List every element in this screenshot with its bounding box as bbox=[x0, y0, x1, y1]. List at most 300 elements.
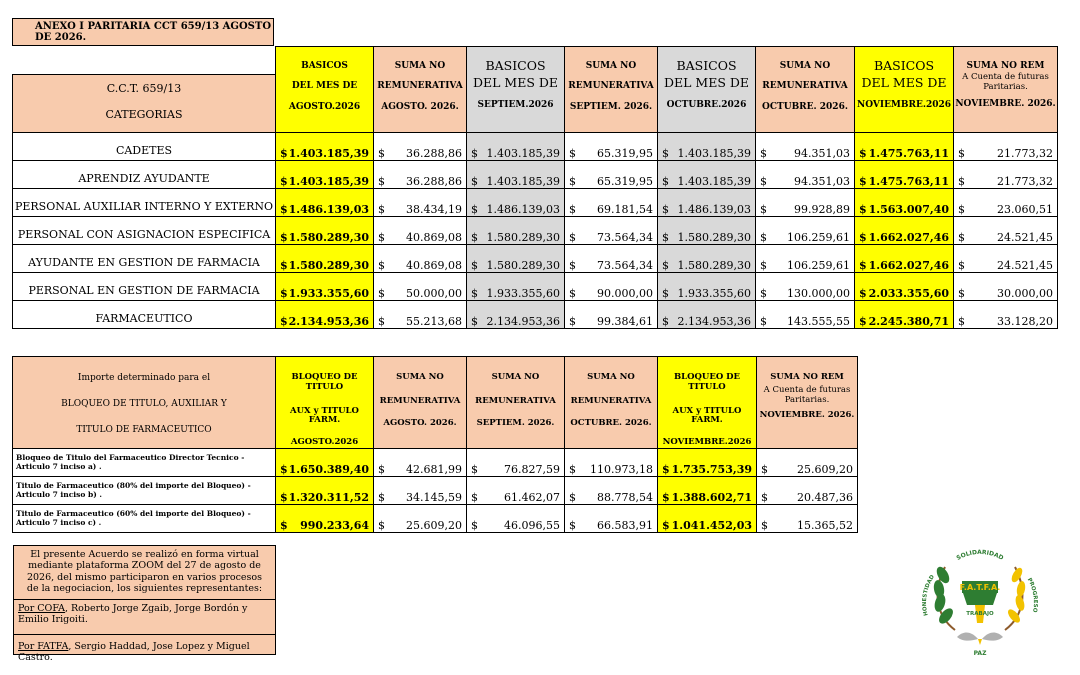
value-cell bbox=[374, 133, 467, 161]
column-header-line1: BLOQUEO DE TITULO bbox=[673, 372, 741, 392]
column-header-line3: AGOSTO. 2026. bbox=[383, 417, 457, 428]
amount: 1.563.007,40 bbox=[868, 203, 949, 216]
value-cell bbox=[374, 189, 467, 217]
column-header-line1: SUMA NO REM bbox=[770, 372, 844, 382]
amount: 94.351,03 bbox=[794, 147, 850, 160]
value-cell bbox=[467, 301, 565, 329]
value-cell bbox=[855, 161, 954, 189]
fatfa-names: , Sergio Haddad, Jose Lopez y Miguel Castro. bbox=[18, 640, 250, 663]
cct-label: C.C.T. 659/13 bbox=[106, 81, 182, 95]
currency-symbol: $ bbox=[378, 518, 385, 532]
value-cell bbox=[374, 161, 467, 189]
amount: 46.096,55 bbox=[504, 518, 560, 532]
table-row bbox=[13, 217, 1058, 245]
amount: 106.259,61 bbox=[787, 231, 850, 244]
value-cell bbox=[954, 133, 1058, 161]
currency-symbol: $ bbox=[471, 147, 478, 160]
amount: 99.928,89 bbox=[794, 203, 850, 216]
value-cell bbox=[658, 245, 756, 273]
value-cell bbox=[467, 448, 565, 476]
currency-symbol: $ bbox=[471, 175, 478, 188]
column-header-line3: OCTUBRE. 2026. bbox=[762, 101, 848, 112]
column-header-line1: SUMA NO bbox=[585, 61, 637, 71]
value-cell bbox=[276, 476, 374, 504]
value-cell bbox=[467, 504, 565, 532]
column-header-7 bbox=[954, 47, 1058, 133]
column-header-5 bbox=[756, 47, 855, 133]
column-header-line2: REMUNERATIVA bbox=[475, 395, 556, 406]
amount: 50.000,00 bbox=[406, 287, 462, 300]
value-cell bbox=[467, 245, 565, 273]
currency-symbol: $ bbox=[280, 287, 288, 300]
amount: 20.487,36 bbox=[797, 490, 853, 504]
table-row bbox=[13, 301, 1058, 329]
amount: 106.259,61 bbox=[787, 259, 850, 272]
currency-symbol: $ bbox=[958, 231, 965, 244]
currency-symbol: $ bbox=[378, 175, 385, 188]
currency-symbol: $ bbox=[280, 259, 288, 272]
currency-symbol: $ bbox=[662, 231, 669, 244]
currency-symbol: $ bbox=[569, 490, 576, 504]
logo-left-text: HONESTIDAD bbox=[921, 574, 936, 617]
logo-center-text: F.A.T.F.A. bbox=[959, 583, 1001, 592]
amount: 1.388.602,71 bbox=[671, 490, 752, 504]
column-header-line1: BASICOS bbox=[676, 58, 737, 73]
value-cell bbox=[954, 217, 1058, 245]
currency-symbol: $ bbox=[760, 147, 767, 160]
currency-symbol: $ bbox=[471, 203, 478, 216]
category-cell: FARMACEUTICO bbox=[13, 301, 276, 329]
value-cell bbox=[467, 476, 565, 504]
amount: 66.583,91 bbox=[597, 518, 653, 532]
column-header-line2: REMUNERATIVA bbox=[377, 81, 463, 92]
currency-symbol: $ bbox=[662, 203, 669, 216]
column-header-line3: OCTUBRE. 2026. bbox=[570, 417, 652, 428]
column-header-line3: SEPTIEM. 2026. bbox=[569, 101, 653, 112]
column-header-line1: BASICOS bbox=[873, 58, 935, 73]
value-cell bbox=[756, 273, 855, 301]
amount: 24.521,45 bbox=[997, 231, 1053, 244]
currency-symbol: $ bbox=[280, 203, 288, 216]
table-row bbox=[13, 245, 1058, 273]
currency-symbol: $ bbox=[760, 287, 767, 300]
currency-symbol: $ bbox=[280, 231, 288, 244]
amount: 130.000,00 bbox=[787, 287, 850, 300]
currency-symbol: $ bbox=[378, 287, 385, 300]
currency-symbol: $ bbox=[378, 490, 385, 504]
amount: 36.288,86 bbox=[406, 175, 462, 188]
currency-symbol: $ bbox=[471, 315, 478, 328]
amount: 1.475.763,11 bbox=[868, 147, 949, 160]
block-column-header-4 bbox=[658, 357, 757, 449]
fatfa-representatives bbox=[14, 635, 275, 669]
amount: 1.580.289,30 bbox=[486, 231, 560, 244]
currency-symbol: $ bbox=[760, 259, 767, 272]
amount: 1.403.185,39 bbox=[288, 175, 369, 188]
value-cell bbox=[565, 504, 658, 532]
document-title bbox=[12, 18, 274, 46]
currency-symbol: $ bbox=[471, 231, 478, 244]
row-description: Bloqueo de Titulo del Farmaceutico Director Tecnico - Articulo 7 inciso a) . bbox=[13, 448, 276, 476]
currency-symbol: $ bbox=[662, 315, 669, 328]
column-header-line3: AGOSTO.2026 bbox=[290, 437, 359, 448]
value-cell bbox=[855, 301, 954, 329]
column-header-line1: SUMA NO bbox=[396, 372, 444, 382]
table-row bbox=[13, 133, 1058, 161]
amount: 55.213,68 bbox=[406, 315, 462, 328]
value-cell bbox=[756, 161, 855, 189]
amount: 40.869,08 bbox=[406, 259, 462, 272]
value-cell bbox=[565, 189, 658, 217]
currency-symbol: $ bbox=[280, 175, 288, 188]
cofa-names: , Roberto Jorge Zgaib, Jorge Bordón y Emilio Irigoiti. bbox=[18, 602, 248, 626]
currency-symbol: $ bbox=[662, 259, 669, 272]
value-cell bbox=[756, 245, 855, 273]
value-cell bbox=[565, 133, 658, 161]
currency-symbol: $ bbox=[378, 203, 385, 216]
value-cell bbox=[374, 245, 467, 273]
amount: 2.033.355,60 bbox=[868, 287, 949, 300]
cofa-label: Por COFA bbox=[18, 602, 65, 614]
amount: 40.869,08 bbox=[406, 231, 462, 244]
category-cell: APRENDIZ AYUDANTE bbox=[13, 161, 276, 189]
amount: 94.351,03 bbox=[794, 175, 850, 188]
logo-right-text: PROGRESO bbox=[1025, 577, 1038, 613]
column-header-line3: SEPTIEM. 2026. bbox=[476, 417, 555, 428]
value-cell bbox=[658, 448, 757, 476]
value-cell bbox=[276, 217, 374, 245]
amount: 1.662.027,46 bbox=[868, 259, 949, 272]
currency-symbol: $ bbox=[280, 462, 288, 476]
amount: 1.580.289,30 bbox=[288, 231, 369, 244]
value-cell bbox=[757, 448, 858, 476]
amount: 1.403.185,39 bbox=[288, 147, 369, 160]
value-cell bbox=[276, 273, 374, 301]
value-cell bbox=[374, 504, 467, 532]
row-description: Titulo de Farmaceutico (80% del importe del Bloqueo) - Articulo 7 inciso b) . bbox=[13, 476, 276, 504]
value-cell bbox=[374, 301, 467, 329]
value-cell bbox=[276, 133, 374, 161]
value-cell bbox=[855, 245, 954, 273]
amount: 2.134.953,36 bbox=[677, 315, 751, 328]
currency-symbol: $ bbox=[958, 287, 965, 300]
amount: 73.564,34 bbox=[597, 231, 653, 244]
column-header-1 bbox=[374, 47, 467, 133]
column-header-6 bbox=[855, 47, 954, 133]
logo-bottom-text: TRABAJO bbox=[966, 611, 994, 617]
value-cell bbox=[756, 301, 855, 329]
block-header-cell bbox=[13, 357, 276, 449]
column-header-line2: DEL MES DE bbox=[663, 75, 750, 91]
value-cell bbox=[374, 273, 467, 301]
currency-symbol: $ bbox=[760, 315, 767, 328]
agreement-note bbox=[13, 545, 276, 663]
value-cell bbox=[565, 161, 658, 189]
amount: 1.486.139,03 bbox=[677, 203, 751, 216]
amount: 1.403.185,39 bbox=[486, 175, 560, 188]
column-header-line3: NOVIEMBRE.2026 bbox=[662, 437, 752, 448]
value-cell bbox=[276, 189, 374, 217]
column-header-line3: AGOSTO.2026 bbox=[288, 101, 361, 112]
column-header-line2: AUX y TITULO FARM. bbox=[672, 405, 742, 426]
currency-symbol: $ bbox=[662, 147, 669, 160]
amount: 1.580.289,30 bbox=[677, 231, 751, 244]
amount: 30.000,00 bbox=[997, 287, 1053, 300]
value-cell bbox=[658, 133, 756, 161]
amount: 33.128,20 bbox=[997, 315, 1053, 328]
value-cell bbox=[374, 476, 467, 504]
currency-symbol: $ bbox=[760, 231, 767, 244]
currency-symbol: $ bbox=[859, 203, 867, 216]
amount: 143.555,55 bbox=[787, 315, 850, 328]
column-header-line3: NOVIEMBRE. 2026. bbox=[955, 98, 1056, 109]
column-header-0 bbox=[276, 47, 374, 133]
amount: 1.735.753,39 bbox=[671, 462, 752, 476]
fatfa-logo bbox=[915, 545, 1045, 660]
salary-table bbox=[12, 46, 1058, 329]
amount: 1.580.289,30 bbox=[677, 259, 751, 272]
column-header-line1: SUMA NO bbox=[779, 61, 831, 71]
fatfa-label: Por FATFA bbox=[18, 640, 69, 652]
currency-symbol: $ bbox=[280, 490, 288, 504]
amount: 25.609,20 bbox=[797, 462, 853, 476]
value-cell bbox=[954, 301, 1058, 329]
currency-symbol: $ bbox=[280, 315, 288, 328]
currency-symbol: $ bbox=[569, 287, 576, 300]
amount: 1.403.185,39 bbox=[677, 147, 751, 160]
amount: 15.365,52 bbox=[797, 518, 853, 532]
value-cell bbox=[756, 189, 855, 217]
amount: 1.580.289,30 bbox=[486, 259, 560, 272]
table-row bbox=[13, 189, 1058, 217]
amount: 21.773,32 bbox=[997, 175, 1053, 188]
amount: 1.041.452,03 bbox=[671, 518, 752, 532]
amount: 65.319,95 bbox=[597, 147, 653, 160]
column-header-2 bbox=[467, 47, 565, 133]
value-cell bbox=[565, 245, 658, 273]
column-header-line2: REMUNERATIVA bbox=[570, 395, 652, 406]
amount: 88.778,54 bbox=[597, 490, 653, 504]
table-row bbox=[13, 161, 1058, 189]
column-header-line1: BLOQUEO DE TITULO bbox=[291, 372, 358, 392]
value-cell bbox=[276, 161, 374, 189]
value-cell bbox=[855, 133, 954, 161]
column-header-line2: A Cuenta de futuras Paritarias. bbox=[962, 72, 1049, 93]
amount: 69.181,54 bbox=[597, 203, 653, 216]
block-column-header-0 bbox=[276, 357, 374, 449]
amount: 76.827,59 bbox=[504, 462, 560, 476]
block-header-line3: TITULO DE FARMACEUTICO bbox=[76, 424, 212, 435]
currency-symbol: $ bbox=[761, 518, 768, 532]
block-column-header-5 bbox=[757, 357, 858, 449]
category-cell: PERSONAL EN GESTION DE FARMACIA bbox=[13, 273, 276, 301]
column-header-line3: NOVIEMBRE. 2026. bbox=[759, 410, 855, 421]
amount: 2.245.380,71 bbox=[868, 315, 949, 328]
column-header-3 bbox=[565, 47, 658, 133]
value-cell bbox=[855, 217, 954, 245]
amount: 110.973,18 bbox=[590, 462, 653, 476]
currency-symbol: $ bbox=[761, 462, 768, 476]
currency-symbol: $ bbox=[378, 259, 385, 272]
value-cell bbox=[756, 217, 855, 245]
amount: 1.933.355,60 bbox=[486, 287, 560, 300]
column-header-line2: DEL MES DE bbox=[861, 75, 947, 91]
amount: 42.681,99 bbox=[406, 462, 462, 476]
currency-symbol: $ bbox=[378, 462, 385, 476]
block-header-line2: BLOQUEO DE TITULO, AUXILIAR Y bbox=[61, 398, 227, 409]
block-column-header-2 bbox=[467, 357, 565, 449]
fatfa-emblem bbox=[915, 545, 1045, 660]
categories-label: CATEGORIAS bbox=[105, 108, 183, 121]
value-cell bbox=[757, 476, 858, 504]
currency-symbol: $ bbox=[378, 315, 385, 328]
value-cell bbox=[276, 301, 374, 329]
currency-symbol: $ bbox=[662, 518, 670, 532]
currency-symbol: $ bbox=[958, 203, 965, 216]
currency-symbol: $ bbox=[569, 462, 576, 476]
value-cell bbox=[467, 189, 565, 217]
amount: 2.134.953,36 bbox=[288, 315, 369, 328]
value-cell bbox=[467, 133, 565, 161]
currency-symbol: $ bbox=[662, 462, 670, 476]
amount: 99.384,61 bbox=[597, 315, 653, 328]
currency-symbol: $ bbox=[471, 518, 478, 532]
column-header-line2: REMUNERATIVA bbox=[762, 81, 848, 92]
category-cell: PERSONAL CON ASIGNACION ESPECIFICA bbox=[13, 217, 276, 245]
value-cell bbox=[954, 189, 1058, 217]
value-cell bbox=[658, 301, 756, 329]
value-cell bbox=[855, 189, 954, 217]
currency-symbol: $ bbox=[958, 175, 965, 188]
amount: 1.933.355,60 bbox=[288, 287, 369, 300]
currency-symbol: $ bbox=[958, 259, 965, 272]
value-cell bbox=[658, 476, 757, 504]
amount: 1.475.763,11 bbox=[868, 175, 949, 188]
currency-symbol: $ bbox=[471, 490, 478, 504]
currency-symbol: $ bbox=[958, 315, 965, 328]
column-header-line3: SEPTIEM.2026 bbox=[477, 99, 554, 110]
currency-symbol: $ bbox=[761, 490, 768, 504]
table-row bbox=[13, 504, 858, 532]
amount: 24.521,45 bbox=[997, 259, 1053, 272]
currency-symbol: $ bbox=[569, 259, 576, 272]
amount: 1.650.389,40 bbox=[288, 462, 369, 476]
amount: 65.319,95 bbox=[597, 175, 653, 188]
amount: 990.233,64 bbox=[300, 518, 369, 532]
column-header-line2: A Cuenta de futuras Paritarias. bbox=[763, 384, 851, 405]
column-header-line1: SUMA NO bbox=[394, 61, 446, 71]
value-cell bbox=[565, 217, 658, 245]
agreement-paragraph: El presente Acuerdo se realizó en forma virtual mediante plataforma ZOOM del 27 de agosto de 2026, del mismo participaron en varios procesos de la negociacion, los siguientes representantes: bbox=[14, 546, 275, 600]
value-cell bbox=[658, 161, 756, 189]
currency-symbol: $ bbox=[280, 147, 288, 160]
value-cell bbox=[658, 217, 756, 245]
category-cell: PERSONAL AUXILIAR INTERNO Y EXTERNO bbox=[13, 189, 276, 217]
amount: 2.134.953,36 bbox=[486, 315, 560, 328]
value-cell bbox=[658, 189, 756, 217]
currency-symbol: $ bbox=[859, 259, 867, 272]
amount: 36.288,86 bbox=[406, 147, 462, 160]
value-cell bbox=[467, 217, 565, 245]
amount: 1.933.355,60 bbox=[677, 287, 751, 300]
currency-symbol: $ bbox=[569, 315, 576, 328]
value-cell bbox=[374, 217, 467, 245]
currency-symbol: $ bbox=[471, 287, 478, 300]
category-cell: AYUDANTE EN GESTION DE FARMACIA bbox=[13, 245, 276, 273]
currency-symbol: $ bbox=[569, 175, 576, 188]
cofa-representatives bbox=[14, 600, 275, 635]
amount: 25.609,20 bbox=[406, 518, 462, 532]
amount: 1.320.311,52 bbox=[288, 490, 369, 504]
column-header-line1: SUMA NO bbox=[491, 372, 540, 382]
amount: 1.486.139,03 bbox=[486, 203, 560, 216]
column-header-line3: OCTUBRE.2026 bbox=[666, 99, 747, 110]
currency-symbol: $ bbox=[662, 175, 669, 188]
column-header-4 bbox=[658, 47, 756, 133]
column-header-line2: AUX y TITULO FARM. bbox=[290, 405, 359, 426]
currency-symbol: $ bbox=[662, 490, 670, 504]
column-header-line2: REMUNERATIVA bbox=[568, 81, 654, 92]
block-column-header-1 bbox=[374, 357, 467, 449]
currency-symbol: $ bbox=[859, 315, 867, 328]
laurel-left bbox=[933, 565, 956, 630]
value-cell bbox=[565, 448, 658, 476]
category-cell: CADETES bbox=[13, 133, 276, 161]
currency-symbol: $ bbox=[280, 518, 288, 532]
currency-symbol: $ bbox=[662, 287, 669, 300]
column-header-line2: DEL MES DE bbox=[291, 81, 358, 92]
value-cell bbox=[467, 273, 565, 301]
column-header-line1: SUMA NO REM bbox=[966, 61, 1045, 71]
currency-symbol: $ bbox=[859, 175, 867, 188]
currency-symbol: $ bbox=[378, 147, 385, 160]
doves-icon bbox=[957, 633, 1003, 645]
logo-footer-text: PAZ bbox=[973, 650, 987, 657]
currency-symbol: $ bbox=[569, 231, 576, 244]
currency-symbol: $ bbox=[760, 175, 767, 188]
currency-symbol: $ bbox=[859, 231, 867, 244]
row-description: Titulo de Farmaceutico (60% del importe del Bloqueo) - Articulo 7 inciso c) . bbox=[13, 504, 276, 532]
table-row bbox=[13, 273, 1058, 301]
column-header-line1: BASICOS bbox=[485, 58, 546, 73]
amount: 34.145,59 bbox=[406, 490, 462, 504]
column-header-line1: BASICOS bbox=[301, 61, 348, 71]
wheat-right bbox=[1005, 566, 1026, 630]
logo-top-text: SOLIDARIDAD bbox=[955, 548, 1005, 562]
currency-symbol: $ bbox=[471, 462, 478, 476]
value-cell bbox=[954, 245, 1058, 273]
value-cell bbox=[954, 161, 1058, 189]
column-header-line2: REMUNERATIVA bbox=[379, 395, 461, 406]
cup-icon bbox=[963, 593, 997, 605]
currency-symbol: $ bbox=[569, 518, 576, 532]
amount: 1.486.139,03 bbox=[288, 203, 369, 216]
currency-symbol: $ bbox=[569, 203, 576, 216]
amount: 1.403.185,39 bbox=[677, 175, 751, 188]
value-cell bbox=[658, 273, 756, 301]
document-title-text: ANEXO I PARITARIA CCT 659/13 AGOSTO DE 2026. bbox=[35, 21, 272, 43]
column-header-line1: SUMA NO bbox=[587, 372, 635, 382]
amount: 1.403.185,39 bbox=[486, 147, 560, 160]
amount: 1.662.027,46 bbox=[868, 231, 949, 244]
column-header-line3: AGOSTO. 2026. bbox=[381, 101, 459, 112]
value-cell bbox=[954, 273, 1058, 301]
value-cell bbox=[276, 245, 374, 273]
value-cell bbox=[756, 133, 855, 161]
amount: 61.462,07 bbox=[504, 490, 560, 504]
block-column-header-3 bbox=[565, 357, 658, 449]
currency-symbol: $ bbox=[859, 147, 867, 160]
